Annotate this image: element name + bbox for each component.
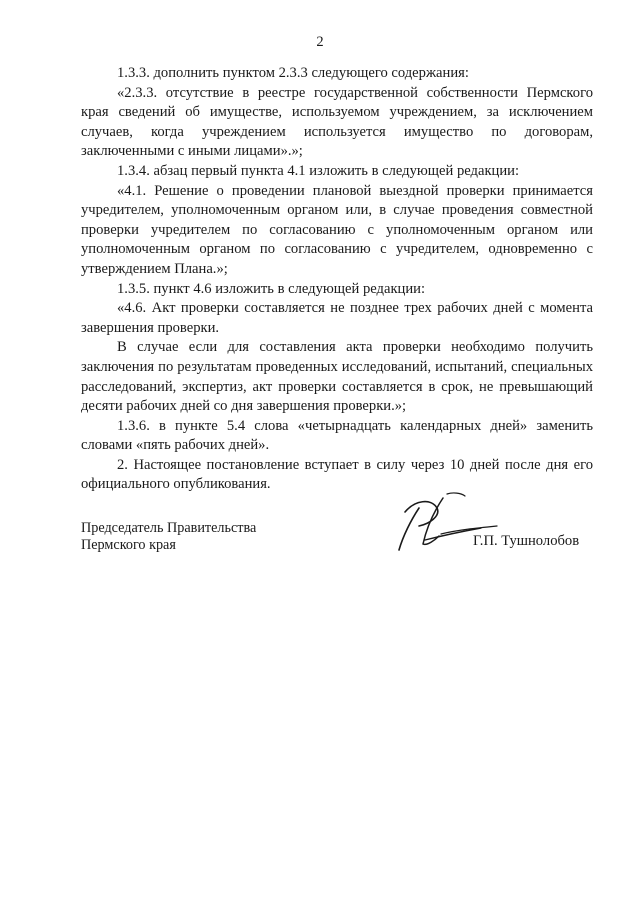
paragraph-4-1-quote: «4.1. Решение о проведении плановой выездной проверки принимается учредителем, уполномоченным органом или, в случае проведения совместной проверки учредителем по согласованию с уполномоченным органом или уполномоченным органом по согласованию с учредителем, одновременно с утверждением Плана.»; <box>81 182 593 277</box>
signer-title <box>81 520 301 554</box>
paragraph-4-6-quote: «4.6. Акт проверки составляется не позднее трех рабочих дней с момента завершения проверки. <box>81 300 593 336</box>
paragraph-1-3-3: 1.3.3. дополнить пунктом 2.3.3 следующего содержания: <box>117 65 469 81</box>
paragraph-2-effective-date: 2. Настоящее постановление вступает в силу через 10 дней после дня его официального опубликования. <box>81 456 593 493</box>
paragraph-4-6-continuation: В случае если для составления акта проверки необходимо получить заключения по результатам проведенных исследований, испытаний, специальных расследований, экспертиз, акт проверки составляется в срок, не превышающий десяти рабочих дней со дня завершения проверки.»; <box>81 339 593 415</box>
paragraph-1-3-4: 1.3.4. абзац первый пункта 4.1 изложить в следующей редакции: <box>117 162 520 179</box>
paragraph-2-3-3-quote: «2.3.3. отсутствие в реестре государственной собственности Пермского края сведений об имуществе, используемом учреждением, за исключением случаев, когда учреждением используется имущество по договорам, заключенными с иными лицами».»; <box>81 84 593 160</box>
signer-name: Г.П. Тушнолобов <box>473 533 580 549</box>
document-body <box>81 64 593 495</box>
signature-block <box>81 520 601 570</box>
signer-title-line-1: Председатель Правительства <box>81 520 257 536</box>
paragraph-1-3-5: 1.3.5. пункт 4.6 изложить в следующей редакции: <box>117 280 426 297</box>
paragraph-1-3-6: 1.3.6. в пункте 5.4 слова «четырнадцать календарных дней» заменить словами «пять рабочих дней». <box>81 417 593 454</box>
signer-title-line-2: Пермского края <box>81 537 176 553</box>
page-number: 2 <box>316 34 324 50</box>
